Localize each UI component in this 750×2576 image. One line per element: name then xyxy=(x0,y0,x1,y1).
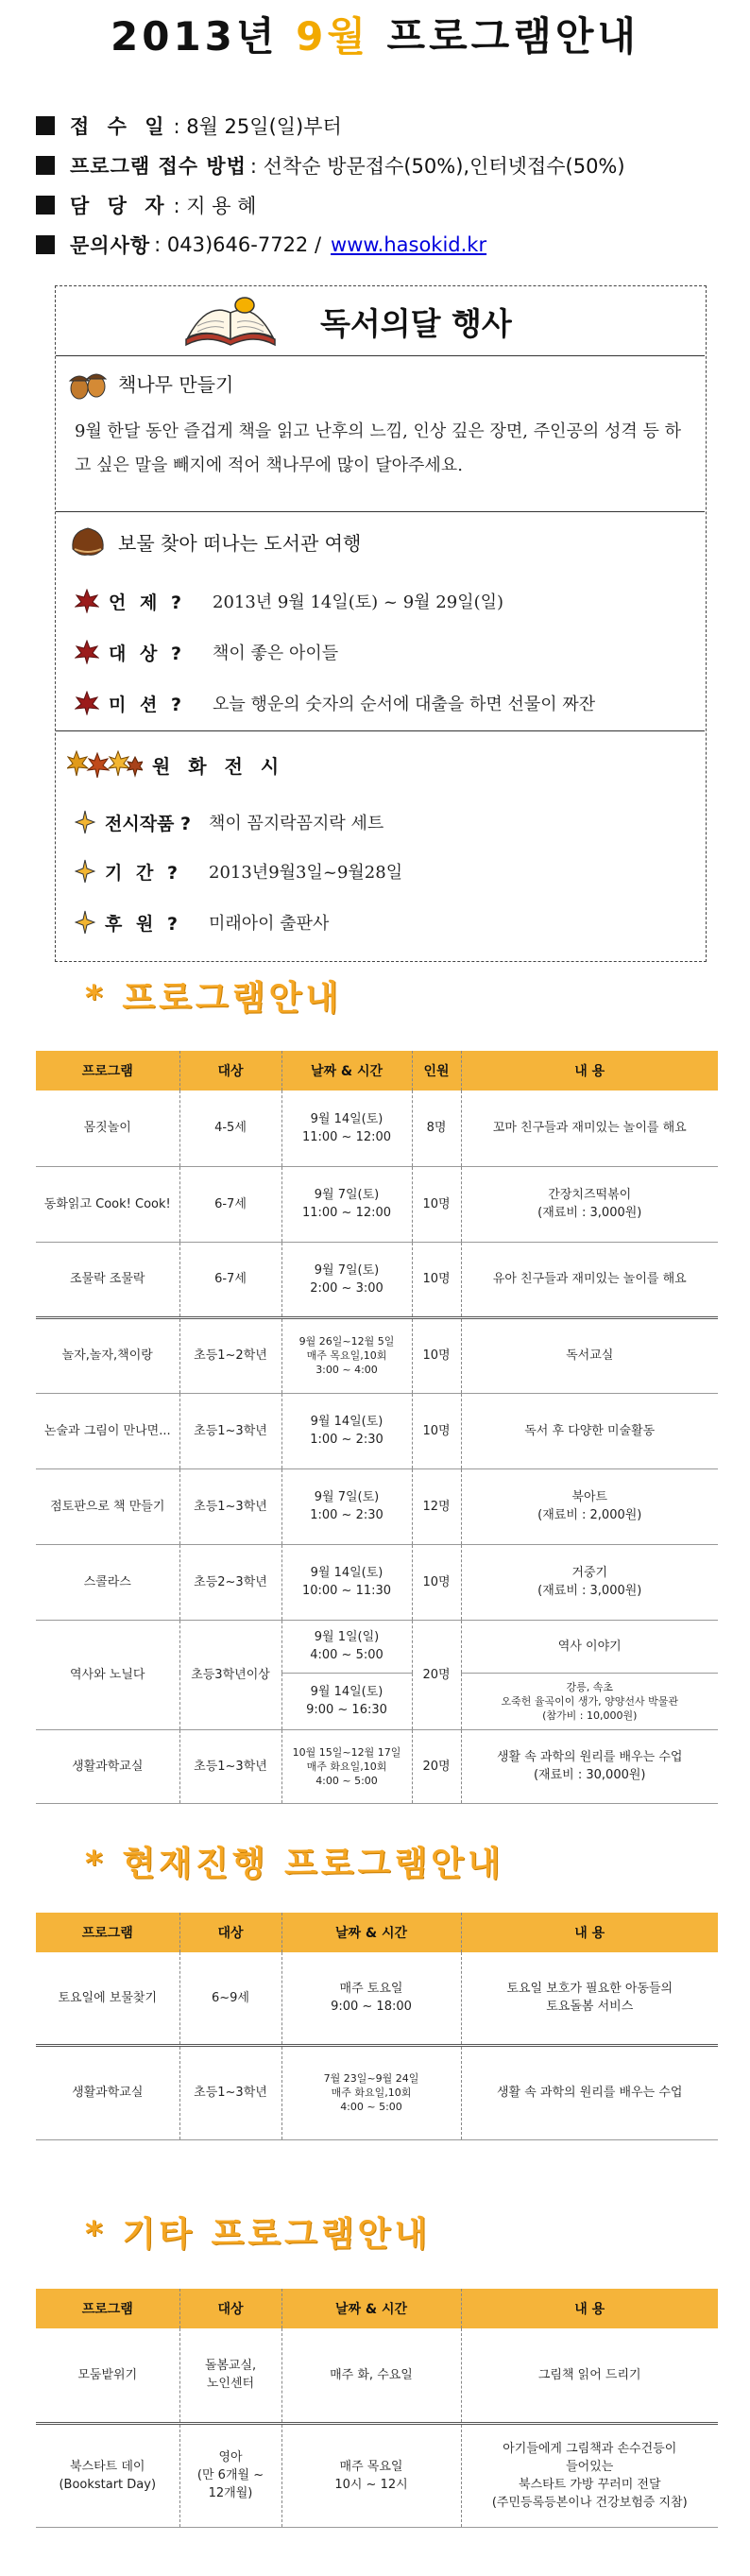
sparkle-icon xyxy=(75,859,95,884)
bullet-square-icon xyxy=(36,156,55,175)
col-header: 대상 xyxy=(179,2289,281,2328)
table-row: 토요일에 보물찾기 6~9세 매주 토요일 9:00 ~ 18:00 토요일 보호가 필요한 아동들의 토요돌봄 서비스 xyxy=(36,1952,718,2045)
website-link[interactable]: www.hasokid.kr xyxy=(331,233,487,256)
title-month: 9월 xyxy=(296,13,369,60)
event-header xyxy=(56,286,705,356)
tree-section-title: 책나무 만들기 xyxy=(67,364,233,402)
table-row: 조물락 조물락 6-7세 9월 7일(토) 2:00 ~ 3:00 10명 유아 친구들과 재미있는 놀이를 해요 xyxy=(36,1242,718,1317)
table-row: 생활과학교실 초등1~3학년 10월 15일~12월 17일 매주 화요일,10회 4:00 ~ 5:00 20명 생활 속 과학의 원리를 배우는 수업 (재료비 : 30,000원) xyxy=(36,1729,718,1803)
col-header: 내 용 xyxy=(461,2289,718,2328)
table-row: 점토판으로 책 만들기 초등1~3학년 9월 7일(토) 1:00 ~ 2:30 12명 북아트 (재료비 : 2,000원) xyxy=(36,1468,718,1544)
table-header-row xyxy=(36,2289,718,2328)
maple-leaf-icon xyxy=(75,640,99,664)
col-header: 대상 xyxy=(179,1913,281,1952)
table-row: 스콜라스 초등2~3학년 9월 14일(토) 10:00 ~ 11:30 10명 거중기 (재료비 : 3,000원) xyxy=(36,1544,718,1620)
other-program-table xyxy=(36,2289,718,2528)
col-header: 대상 xyxy=(179,1051,281,1091)
program-heading: * 프로그램안내 xyxy=(85,979,343,1018)
open-book-icon xyxy=(179,292,282,351)
autumn-leaves-icon xyxy=(67,747,143,781)
reading-month-event xyxy=(55,285,707,962)
info-date: 접 수 일 : 8월 25일(일)부터 xyxy=(36,106,716,146)
table-row: 생활과학교실 초등1~3학년 7월 23일~9월 24일 매주 화요일,10회 4:00 ~ 5:00 생활 속 과학의 원리를 배우는 수업 xyxy=(36,2045,718,2139)
bullet-square-icon xyxy=(36,196,55,215)
event-title: 독서의달 행사 xyxy=(320,305,512,342)
col-header: 프로그램 xyxy=(36,2289,179,2328)
treasure-when: 언 제 ? 2013년 9월 14일(토) ~ 9월 29일(일) xyxy=(75,587,503,615)
treasure-section-title: 보물 찾아 떠나는 도서관 여행 xyxy=(67,523,361,560)
bullet-square-icon xyxy=(36,235,55,254)
info-contact: 문의사항 : 043)646-7722 / www.hasokid.kr xyxy=(36,225,716,265)
info-method: 프로그램 접수 방법 : 선착순 방문접수(50%),인터넷접수(50%) xyxy=(36,146,716,185)
sparkle-icon xyxy=(75,810,95,834)
col-header: 날짜 & 시간 xyxy=(281,1051,412,1091)
other-heading: * 기타 프로그램안내 xyxy=(85,2215,432,2254)
table-header-row xyxy=(36,1051,718,1091)
current-program-table xyxy=(36,1913,718,2140)
table-row: 논술과 그림이 만나면... 초등1~3학년 9월 14일(토) 1:00 ~ 2:30 10명 독서 후 다양한 미술활동 xyxy=(36,1393,718,1468)
info-manager: 담 당 자 : 지 용 혜 xyxy=(36,185,716,225)
exhibit-sponsor: 후 원 ? 미래아이 출판사 xyxy=(75,908,329,936)
exhibit-works: 전시작품 ? 책이 꼼지락꼼지락 세트 xyxy=(75,808,384,836)
table-row: 놀자,놀자,책이랑 초등1~2학년 9월 26일~12월 5일 매주 목요일,10회 3:00 ~ 4:00 10명 독서교실 xyxy=(36,1317,718,1393)
tree-description: 9월 한달 동안 즐겁게 책을 읽고 난후의 느낌, 인상 깊은 장면, 주인공의 성격 등 하고 싶은 말을 빼지에 적어 책나무에 많이 달아주세요. xyxy=(75,421,682,475)
col-header: 프로그램 xyxy=(36,1913,179,1952)
exhibit-period: 기 간 ? 2013년9월3일~9월28일 xyxy=(75,857,402,885)
col-header: 내 용 xyxy=(461,1913,718,1952)
table-row: 북스타트 데이 (Bookstart Day) 영아 (만 6개월 ~ 12개월) 매주 목요일 10시 ~ 12시 아기들에게 그림책과 손수건등이 들어있는 북스타트 가방 꾸러미 전달 (주민등록등본이나 건강보험증 지참) xyxy=(36,2423,718,2527)
col-header: 날짜 & 시간 xyxy=(281,1913,461,1952)
info-list xyxy=(36,106,716,265)
table-row: 역사와 노닐다 초등3학년이상 9월 1일(일) 4:00 ~ 5:00 20명 역사 이야기 xyxy=(36,1620,718,1673)
bullet-square-icon xyxy=(36,116,55,135)
col-header: 내 용 xyxy=(461,1051,718,1091)
acorn-icon xyxy=(67,364,109,402)
sparkle-icon xyxy=(75,910,95,935)
table-row: 9월 14일(토) 9:00 ~ 16:30 강릉, 속초 오죽헌 율곡이이 생가, 양양선사 박물관 (참가비 : 10,000원) xyxy=(36,1673,718,1729)
table-header-row xyxy=(36,1913,718,1952)
maple-leaf-icon xyxy=(75,589,99,613)
program-table xyxy=(36,1051,718,1804)
divider xyxy=(56,511,705,512)
divider xyxy=(56,730,705,731)
table-row: 동화읽고 Cook! Cook! 6-7세 9월 7일(토) 11:00 ~ 12:00 10명 간장치즈떡볶이 (재료비 : 3,000원) xyxy=(36,1166,718,1242)
page-title: 2013년 9월 프로그램안내 xyxy=(111,13,639,60)
table-row: 모둠밭위기 돌봄교실, 노인센터 매주 화, 수요일 그림책 읽어 드리기 xyxy=(36,2328,718,2423)
chestnut-icon xyxy=(67,523,109,560)
maple-leaf-icon xyxy=(75,691,99,715)
treasure-mission: 미 션 ? 오늘 행운의 숫자의 순서에 대출을 하면 선물이 짜잔 xyxy=(75,689,595,717)
current-heading: * 현재진행 프로그램안내 xyxy=(85,1845,504,1883)
treasure-target: 대 상 ? 책이 좋은 아이들 xyxy=(75,638,338,666)
table-row: 몸짓놀이 4-5세 9월 14일(토) 11:00 ~ 12:00 8명 꼬마 친구들과 재미있는 놀이를 해요 xyxy=(36,1091,718,1166)
col-header: 인원 xyxy=(412,1051,461,1091)
col-header: 날짜 & 시간 xyxy=(281,2289,461,2328)
col-header: 프로그램 xyxy=(36,1051,179,1091)
exhibit-section-title: 원 화 전 시 xyxy=(67,747,284,781)
